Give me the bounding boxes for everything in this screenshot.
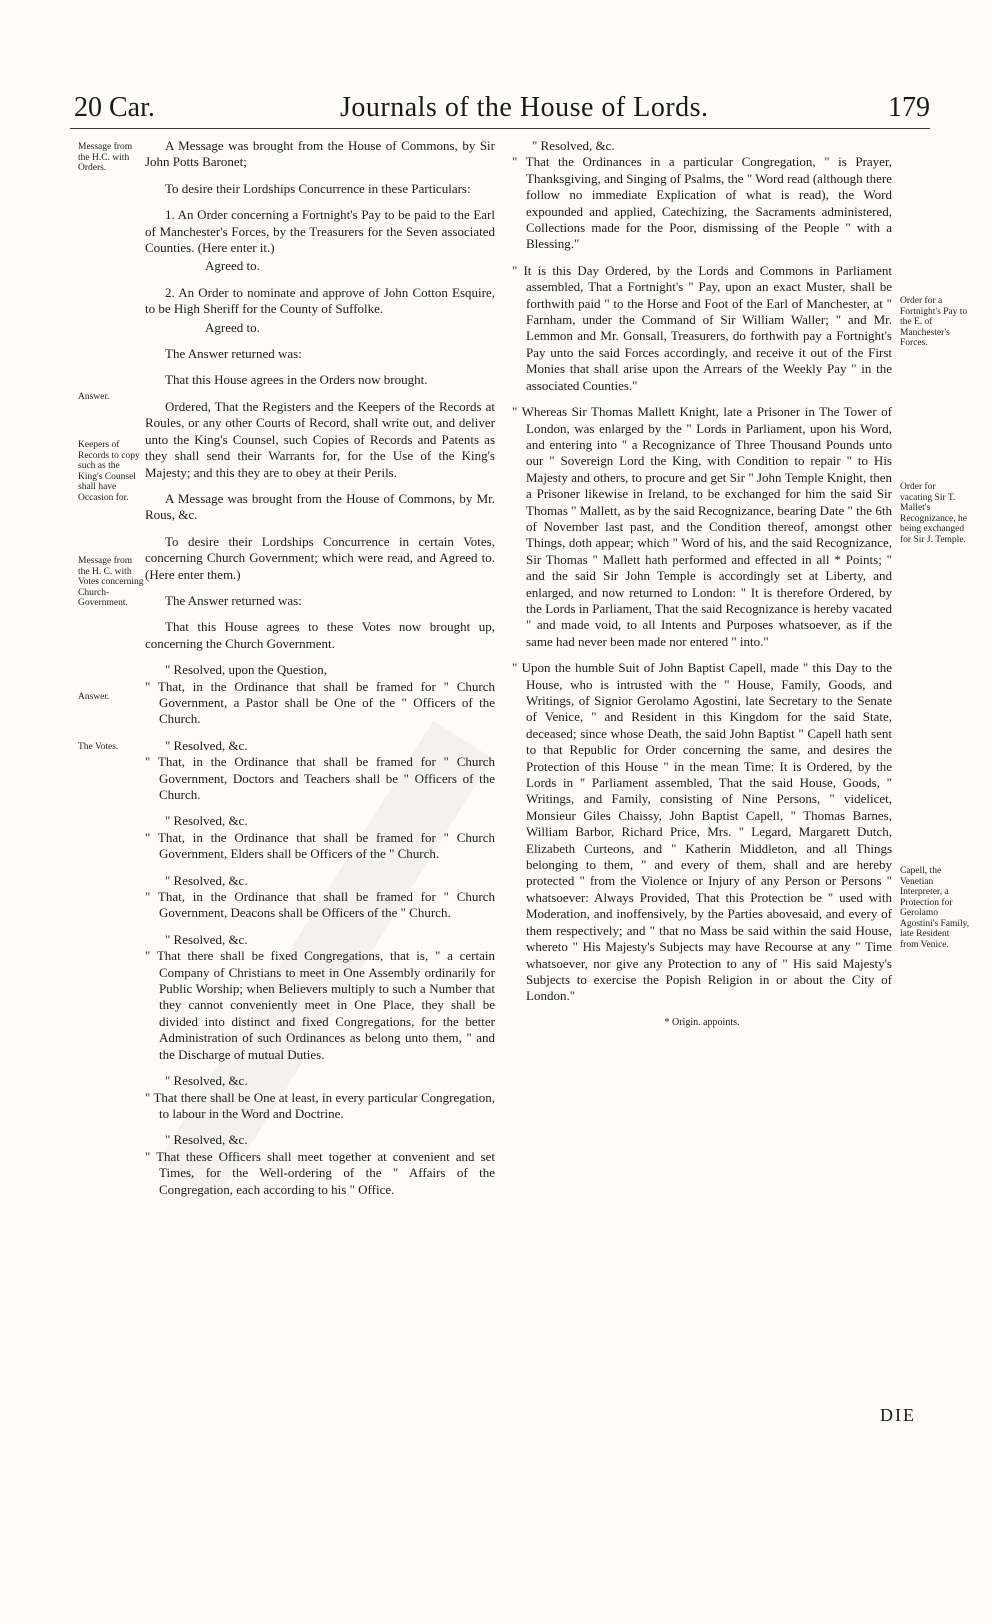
paragraph: 1. An Order concerning a Fortnight's Pay to be paid to the Earl of Manchester's Forces, by the Treasurers for the Seven associated Counties. (Here enter it.) [145, 207, 495, 256]
paragraph: " That, in the Ordinance that shall be framed for " Church Government, a Pastor shall be One of the " Officers of the Church. [145, 678, 495, 727]
paragraph: To desire their Lordships Concurrence in these Particulars: [165, 180, 471, 196]
paragraph: " That the Ordinances in a particular Congregation, " is Prayer, Thanksgiving, and Singing of Psalms, the " Word read (although there follow no immediate Explication of what is read), the Word expounded and applied, Catechizing, the Sacraments administered, Collections made for the Poor, dismissing of the People " with a Blessing." [512, 154, 892, 252]
paragraph: Ordered, That the Registers and the Keepers of the Records at Roules, or any other Courts of Record, shall write out, and deliver unto the King's Counsel, such Copies of Records and Patents as they shall send their Warrants for, for the Use of the King's Majesty; and this they are to obey at their Perils. [145, 398, 495, 480]
paragraph: " It is this Day Ordered, by the Lords and Commons in Parliament assembled, That a Fortnight's " Pay, upon an exact Muster, shall be forthwith paid " to the Horse and Foot of the Earl of Manchester, at " Farnham, under the Command of Sir William Waller; " and Mr. Lemmon and Mr. Gonsall, Treasurers, do forthwith pay a Fortnight's Pay unto the said Forces accordingly, and receive it out of the First Monies that shall arise upon the Arrears of the Weekly Pay " in the associated Counties." [512, 262, 892, 393]
margin-note: Message from the H.C. with Orders. [78, 142, 133, 173]
margin-note: Answer. [78, 392, 110, 402]
margin-note: Keepers of Records to copy such as the King's Counsel shall have Occasion for. [78, 440, 140, 503]
margin-note: Order for vacating Sir T. Mallet's Recognizance, he being exchanged for Sir J. Temple. [900, 482, 967, 545]
page-header [70, 88, 930, 129]
paragraph: The Answer returned was: [165, 346, 302, 362]
paragraph: " Whereas Sir Thomas Mallett Knight, late a Prisoner in The Tower of London, was enlarged by the " Lords in Parliament, upon his Word, and entering into " a Recognizance of Three Thousand Pounds unto our " Sovereign Lord the King, with Condition to repair " to His Majesty and others, to procure and get Sir " John Temple Knight, then a Prisoner likewise in Ireland, to be exchanged for him the said Sir Thomas " Mallett, as by the said Recognizance, bearing Date " the 6th of November last past, and the Condition thereof, amongst other Things, doth appear; which " Word of his, and the said Recognizance, Sir Thomas " Mallett hath performed and effected in all * Points; " and the said Sir John Temple is accordingly set at Liberty, and enlarged, and now returned to London: " It is therefore Ordered, by the Lords in Parliament, That the said Recognizance is hereby vacated " and made void, to all Intents and Purposes whatsoever, as if the same had never been made nor entered " into." [512, 404, 892, 649]
margin-note: Message from the H. C. with Votes concerning Church-Government. [78, 556, 144, 608]
margin-note: Order for a Fortnight's Pay to the E. of Manchester's Forces. [900, 296, 968, 348]
paragraph: " Resolved, &c. [165, 737, 248, 753]
paragraph: That this House agrees to these Votes now brought up, concerning the Church Government. [145, 619, 495, 651]
paragraph: That this House agrees in the Orders now brought. [165, 372, 428, 388]
page-number: 179 [888, 92, 930, 123]
catchword: DIE [880, 1405, 916, 1425]
paragraph: A Message was brought from the House of Commons, by Sir John Potts Baronet; [145, 138, 495, 170]
paragraph: A Message was brought from the House of Commons, by Mr. Rous, &c. [145, 490, 495, 523]
footnote: * Origin. appoints. [664, 1016, 740, 1028]
paragraph: Agreed to. [205, 258, 260, 274]
text-column-right [512, 138, 892, 1041]
paragraph: The Answer returned was: [165, 592, 302, 608]
margin-note: The Votes. [78, 742, 119, 752]
paragraph: Agreed to. [205, 319, 260, 335]
text-column-left [145, 138, 495, 1208]
paragraph: " Resolved, &c. [165, 872, 248, 888]
header-regnal-year: 20 Car. [74, 92, 155, 123]
paragraph: " That, in the Ordinance that shall be framed for " Church Government, Elders shall be Officers of the " Church. [145, 829, 495, 862]
paragraph: " Resolved, upon the Question, [165, 662, 328, 678]
paragraph: " That, in the Ordinance that shall be framed for " Church Government, Deacons shall be Officers of the " Church. [145, 889, 495, 921]
paragraph: To desire their Lordships Concurrence in certain Votes, concerning Church Government; which were read, and Agreed to. (Here enter them.) [145, 533, 495, 582]
paragraph: " That these Officers shall meet together at convenient and set Times, for the Well-ordering of the " Affairs of the Congregation, each according to his " Office. [145, 1148, 495, 1197]
paragraph: " Resolved, &c. [532, 138, 615, 153]
paragraph: " Resolved, &c. [165, 813, 248, 829]
paragraph: " Resolved, &c. [165, 1132, 248, 1148]
paragraph: " Resolved, &c. [165, 931, 248, 947]
header-title: Journals of the House of Lords. [340, 92, 709, 123]
paragraph: " Resolved, &c. [165, 1073, 248, 1089]
paragraph: " That, in the Ordinance that shall be framed for " Church Government, Doctors and Teachers shall be " Officers of the Church. [145, 754, 495, 802]
paragraph: " Upon the humble Suit of John Baptist Capell, made " this Day to the House, who is intrusted with the " House, Family, Goods, and Writings, of Signior Gerolamo Agostini, late Secretary to the Senate of Venice, " and Resident in this Kingdom for the said State, deceased; since whose Death, the said John Baptist " Capell hath sent to that Republic for Order concerning the same, and desires the Protection of this House " in the mean Time: It is Ordered, by the Lords in " Parliament assembled, That the said House, Goods, " Writings, and Family, consisting of Nine Persons, " videlicet, Monsieur Giles Chaissy, John Baptist Capell, " Thomas Barnes, William Barbor, Richard Price, Mrs. " Legard, Margarett Dutch, Elizabeth Curteons, and " Katherin Middleton, and all Things belonging to them, " and every of them, shall and are hereby protected " from the Violence or Injury of any Person or Persons " whatsoever: Always Provided, That this Protection be " used with Moderation, and inoffensively, by the Parties abovesaid, and every of them respectively; and " that no Mass be said within the said House, whereto " His Majesty's Subjects may have Recourse at any " Time whatsoever, nor give any Protection to any of " His said Majesty's Subjects to exercise the Popish Religion in or about the City of London." [512, 660, 892, 1004]
paragraph: " That there shall be One at least, in every particular Congregation, to labour in the Word and Doctrine. [145, 1089, 495, 1121]
margin-note: Answer. [78, 692, 110, 702]
paragraph: " That there shall be fixed Congregations, that is, " a certain Company of Christians to meet in One Assembly ordinarily for Public Worship; when Believers multiply to such a Number that they cannot conveniently meet in One Place, they shall be divided into distinct and fixed Congregations, for the better Administration of such Ordinances as belong unto them, " and the Discharge of mutual Duties. [145, 948, 495, 1062]
paragraph: 2. An Order to nominate and approve of John Cotton Esquire, to be High Sheriff for the County of Suffolke. [145, 284, 495, 317]
margin-note: Capell, the Venetian Interpreter, a Protection for Gerolamo Agostini's Family, late Resident from Venice. [900, 866, 970, 950]
